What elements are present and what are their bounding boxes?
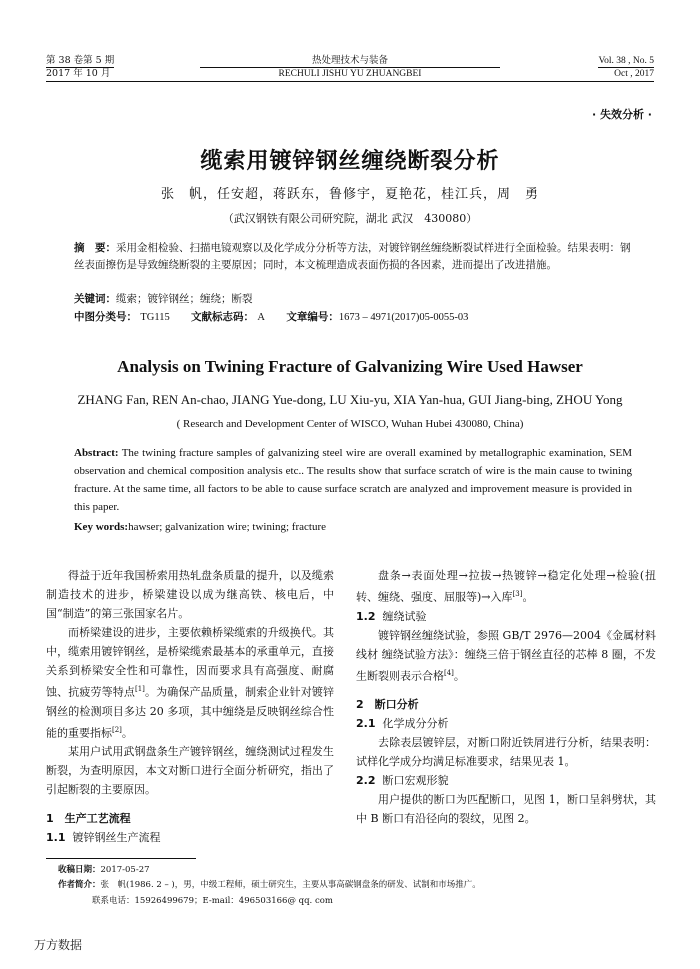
body-text: 镀锌钢丝缠绕试验，参照 GB/T 2976—2004《金属材料 线材 缠绕试验方法》：缠绕三倍于钢丝直径的芯棒 8 圈，不发生断裂则表示合格 [356,628,656,683]
author-bio-text: 张 帆(1986. 2 – )，男，中级工程师，硕士研究生，主要从事高碳钢盘条的研发、试制和市场推广。 [100,880,481,890]
keywords-en-text: hawser; galvanization wire; twining; fracture [128,521,327,533]
volume-issue-en: Vol. 38 , No. 5 [598,56,654,66]
section-tag: · 失效分析 · [591,108,652,121]
body-left-column [46,566,334,847]
body-text: 而桥梁建设的进步，主要依赖桥梁缆索的升级换代。其中，缆索用镀锌钢丝，是桥梁缆索最基本的承重单元，直接关系到桥梁安全性和可靠性，因而要求具有高强度、耐腐蚀、抗疲劳等特点 [46,626,334,699]
keywords-en [74,521,632,533]
citation[interactable]: [3] [512,590,523,598]
subsection-heading-1-2 [356,607,656,626]
body-right-column [356,566,656,828]
body-paragraph: 某用户试用武钢盘条生产镀锌钢丝，缠绕测试过程发生断裂，为查明原因，本文对断口进行全面分析研究，指出了引起断裂的主要原因。 [46,745,334,797]
body-paragraph: 去除表层镀锌层，对断口附近铁屑进行分析，结果表明：试样化学成分均满足标准要求，结果见表 1。 [356,736,656,769]
journal-name-cn: 热处理技术与装备 [311,55,388,66]
abstract-cn-label: 摘 要： [74,242,116,254]
abstract-cn [74,240,634,274]
affiliation-cn: （武汉钢铁有限公司研究院，湖北 武汉 430080） [222,212,478,225]
body-text: 。 [522,590,534,604]
volume-issue: 第 38 卷第 5 期 [46,55,115,66]
subsection-heading-2-1 [356,714,656,733]
abstract-cn-text: 采用金相检验、扫描电镜观察以及化学成分分析等方法，对镀锌钢丝缠绕断裂试样进行全面检验。结果表明：钢丝表面擦伤是导致缠绕断裂的主要原因；同时，本文梳理造成表面伤损的各因素，进而提出了改进措施。 [74,242,631,271]
citation[interactable]: [4] [444,668,454,677]
body-paragraph: 得益于近年我国桥索用热轧盘条质量的提升，以及缆索制造技术的进步，桥梁建设以成为继高铁、核电后，中国“制造”的第三张国家名片。 [46,569,334,620]
abstract-en-text: The twining fracture samples of galvanizing steel wire are overall examined by metallographic examination, SEM observation and chemical composition analysis etc.. The results show that surface scratch of wire is the main cause to twining fracture. At the same time, all factors to be able to cause surface scratch are analyzed and improvement measure is provided in this paper. [74,447,632,513]
journal-volume-en [598,55,654,80]
clc-value: TG115 [140,312,170,323]
abstract-en [74,444,632,516]
footnote-contact: 联系电话：15926499679；E-mail：496503166@ qq. com [92,896,333,906]
subsection-heading-2-2 [356,771,656,790]
journal-name-pinyin: RECHULI JISHU YU ZHUANGBEI [200,67,500,80]
citation[interactable]: [1] [134,685,145,693]
keywords-cn-text: 缆索；镀锌钢丝；缠绕；断裂 [116,293,253,305]
subsection-title: 镀锌钢丝生产流程 [72,831,161,845]
affiliation-en: ( Research and Development Center of WISCO, Wuhan Hubei 430080, China) [176,418,524,430]
authors-cn: 张 帆，任安超，蒋跃东，鲁修宇，夏艳花，桂江兵，周 勇 [160,187,539,202]
subsection-heading-1-1 [46,828,334,847]
subsection-title: 化学成分分析 [382,717,449,731]
body-paragraph [356,626,656,686]
article-no-value: 1673 – 4971(2017)05-0055-03 [338,312,469,323]
subsection-title: 缠绕试验 [382,609,427,623]
journal-volume-info [46,55,114,80]
classification-line [74,309,654,324]
body-text: 。 [121,726,133,740]
footnote-author [58,879,658,892]
subsection-number: 2.1 [356,717,376,731]
subsection-number: 2.2 [356,774,376,788]
authors-en: ZHANG Fan, REN An-chao, JIANG Yue-dong, LU Xiu-yu, XIA Yan-hua, GUI Jiang-bing, ZHOU Yong [77,392,623,407]
keywords-en-label: Key words: [74,521,129,533]
wanfang-watermark: 万方数据 [34,938,83,952]
body-paragraph [356,566,656,607]
issue-date: 2017 年 10 月 [46,67,114,80]
keywords-cn [74,291,634,306]
received-label: 收稿日期： [58,865,101,875]
journal-name [200,55,500,80]
keywords-cn-label: 关键词： [74,293,116,305]
author-bio-label: 作者简介： [58,880,101,890]
clc-label: 中图分类号： [74,311,137,323]
body-paragraph [46,623,334,742]
header-rule [46,81,654,82]
issue-date-en: Oct , 2017 [598,67,654,80]
body-text: 。为确保产品质量，制索企业针对镀锌钢丝的检测项目多达 20 多项，其中缠绕是反映钢丝综合性能的重要指标 [46,685,334,740]
citation[interactable]: [2] [112,725,122,734]
doc-code-value: A [257,312,265,323]
doc-code-label: 文献标志码： [191,311,255,323]
body-text: 。 [453,669,465,683]
section-heading-1: 1 生产工艺流程 [46,812,131,826]
footnote-rule [46,858,196,859]
section-heading-2: 2 断口分析 [356,698,419,712]
subsection-number: 1.2 [356,609,376,623]
paper-title-cn: 缆索用镀锌钢丝缠绕断裂分析 [200,149,500,174]
received-value: 2017-05-27 [100,865,150,875]
body-text: 盘条→表面处理→拉拔→热镀锌→稳定化处理→检验(扭转、缠绕、强度、屈服等)→入库 [356,569,656,604]
abstract-en-label: Abstract: [74,447,119,459]
article-no-label: 文章编号： [286,311,339,323]
subsection-number: 1.1 [46,831,66,845]
body-paragraph: 用户提供的断口为匹配断口，见图 1，断口呈斜劈状，其中 B 断口有沿径向的裂纹，见图 2。 [356,793,656,826]
subsection-title: 断口宏观形貌 [382,774,449,788]
paper-title-en: Analysis on Twining Fracture of Galvanizing Wire Used Hawser [117,357,583,376]
footnote-received [58,864,658,877]
